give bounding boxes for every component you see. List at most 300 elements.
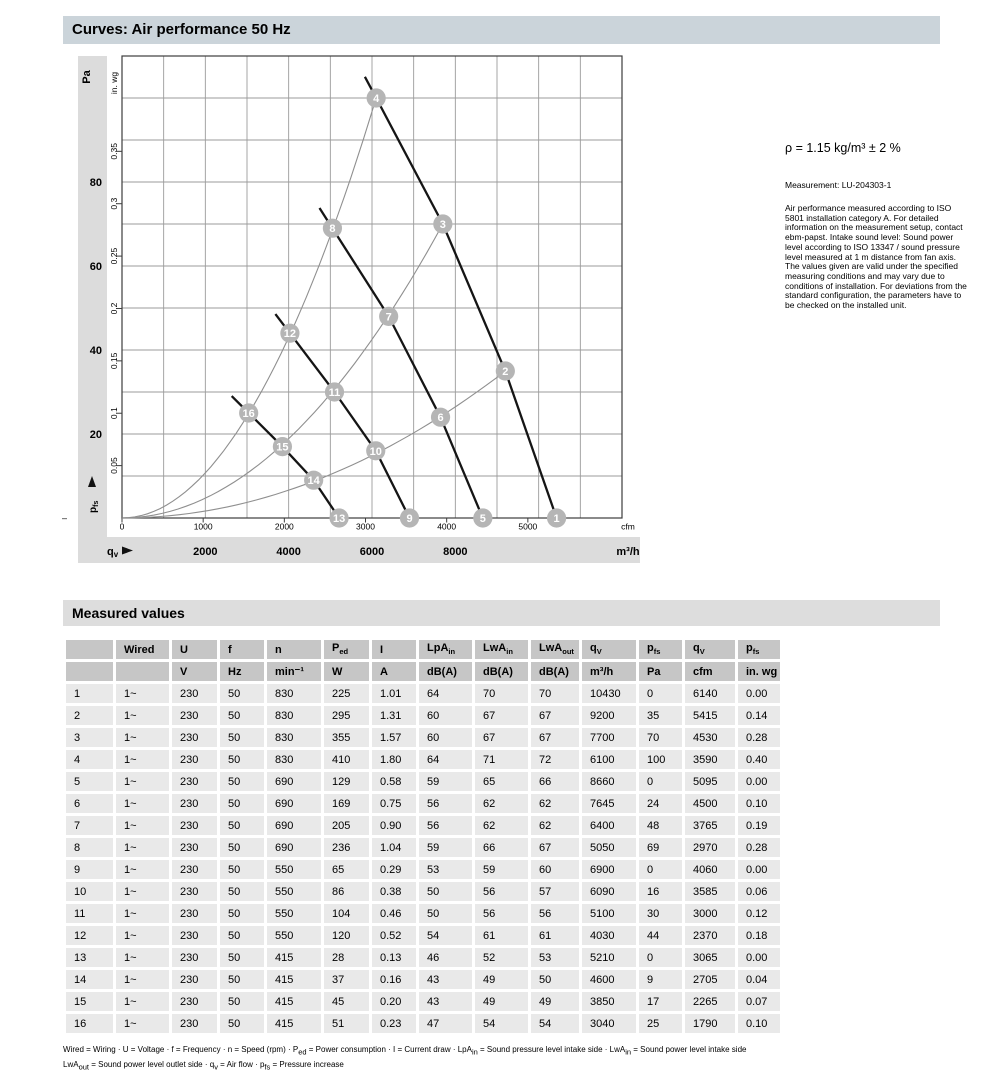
column-header: Wired <box>116 640 169 659</box>
table-cell: 54 <box>419 926 472 945</box>
table-cell: 225 <box>324 684 369 703</box>
column-header: I <box>372 640 416 659</box>
table-row <box>66 838 780 857</box>
table-cell: 67 <box>531 706 579 725</box>
column-unit-header: dB(A) <box>475 662 528 681</box>
x-axis-unit-cfm: cfm <box>621 521 635 532</box>
table-cell: 0.00 <box>738 772 780 791</box>
table-cell: 10 <box>66 882 113 901</box>
point-marker-3 <box>433 214 452 233</box>
svg-text:11: 11 <box>328 387 341 399</box>
table-cell: 50 <box>220 706 264 725</box>
y-tick-pa: 60 <box>89 261 102 273</box>
table-cell: 56 <box>419 816 472 835</box>
table-cell: 50 <box>220 970 264 989</box>
svg-text:14: 14 <box>307 475 320 488</box>
table-cell: 60 <box>419 728 472 747</box>
column-header: n <box>267 640 321 659</box>
table-cell: 7 <box>66 816 113 835</box>
table-cell: 64 <box>419 684 472 703</box>
point-marker-15 <box>273 437 292 456</box>
table-cell: 230 <box>172 816 217 835</box>
table-row <box>66 794 780 813</box>
table-cell: 56 <box>419 794 472 813</box>
table-cell: 4060 <box>685 860 735 879</box>
table-cell: 50 <box>220 794 264 813</box>
column-header: f <box>220 640 264 659</box>
table-cell: 230 <box>172 948 217 967</box>
table-cell: 3065 <box>685 948 735 967</box>
x-tick-cfm: 0 <box>119 521 125 532</box>
table-cell: 49 <box>475 970 528 989</box>
table-cell: 230 <box>172 794 217 813</box>
table-cell: 17 <box>639 992 682 1011</box>
table-cell: 28 <box>324 948 369 967</box>
column-unit-header: Pa <box>639 662 682 681</box>
chart-svg <box>60 50 650 570</box>
svg-text:15: 15 <box>276 441 289 454</box>
table-row <box>66 706 780 725</box>
point-marker-6 <box>431 408 450 427</box>
column-header: LwA$_{in}$ <box>475 640 528 659</box>
table-cell: 46 <box>419 948 472 967</box>
table-cell: 230 <box>172 772 217 791</box>
table-cell: 1~ <box>116 838 169 857</box>
table-cell: 13 <box>66 948 113 967</box>
table-cell: 1~ <box>116 794 169 813</box>
point-marker-4 <box>367 88 386 107</box>
column-header: LwA$_{out}$ <box>531 640 579 659</box>
table-cell: 6 <box>66 794 113 813</box>
table-cell: 6400 <box>582 816 636 835</box>
table-cell: 62 <box>531 816 579 835</box>
table-cell: 0.29 <box>372 860 416 879</box>
table-cell: 1 <box>66 684 113 703</box>
table-cell: 1~ <box>116 728 169 747</box>
table-cell: 2970 <box>685 838 735 857</box>
table-row <box>66 1014 780 1033</box>
column-header: $p_{fs}$ <box>639 640 682 659</box>
table-cell: 230 <box>172 684 217 703</box>
table-cell: 0.00 <box>738 948 780 967</box>
table-cell: 49 <box>531 992 579 1011</box>
x-tick-cfm: 4000 <box>437 521 457 532</box>
table-cell: 50 <box>220 860 264 879</box>
y-tick-pa: 40 <box>89 345 102 357</box>
table-row <box>66 882 780 901</box>
section-header-curves <box>63 16 940 44</box>
table-cell: 230 <box>172 970 217 989</box>
table-cell: 54 <box>531 1014 579 1033</box>
table-cell: 15 <box>66 992 113 1011</box>
table-cell: 1.57 <box>372 728 416 747</box>
column-header: U <box>172 640 217 659</box>
table-cell: 230 <box>172 926 217 945</box>
table-cell: 43 <box>419 992 472 1011</box>
table-cell: 230 <box>172 882 217 901</box>
table-cell: 66 <box>475 838 528 857</box>
table-cell: 50 <box>220 728 264 747</box>
table-cell: 50 <box>220 1014 264 1033</box>
table-cell: 0.28 <box>738 728 780 747</box>
svg-text:5: 5 <box>479 513 486 525</box>
table-cell: 50 <box>220 838 264 857</box>
table-header-row-units <box>66 662 780 681</box>
table-cell: 0.90 <box>372 816 416 835</box>
table-cell: 120 <box>324 926 369 945</box>
table-cell: 1~ <box>116 750 169 769</box>
table-cell: 0.58 <box>372 772 416 791</box>
table-cell: 16 <box>639 882 682 901</box>
column-header: $p_{fs}$ <box>738 640 780 659</box>
y-tick-inwg: 0.15 <box>109 352 119 370</box>
table-cell: 0.75 <box>372 794 416 813</box>
table-cell: 4530 <box>685 728 735 747</box>
table-cell: 56 <box>531 904 579 923</box>
table-cell: 1~ <box>116 706 169 725</box>
table-cell: 0.40 <box>738 750 780 769</box>
table-row <box>66 772 780 791</box>
y-tick-pa: 80 <box>89 177 102 189</box>
table-cell: 62 <box>531 794 579 813</box>
table-cell: 1~ <box>116 926 169 945</box>
table-row <box>66 860 780 879</box>
table-cell: 230 <box>172 728 217 747</box>
table-cell: 0 <box>639 948 682 967</box>
x-tick-m3h: 6000 <box>359 546 385 558</box>
point-marker-12 <box>280 324 299 343</box>
table-cell: 5415 <box>685 706 735 725</box>
x-tick-m3h: 8000 <box>443 546 468 558</box>
table-cell: 50 <box>220 882 264 901</box>
table-cell: 0.28 <box>738 838 780 857</box>
svg-text:2: 2 <box>502 366 509 378</box>
svg-text:8: 8 <box>329 223 336 236</box>
svg-text:16: 16 <box>242 408 255 420</box>
legend-line-2: LwA$_{out}$ = Sound power level outlet side · $q_v$ = Air flow · $p_{fs}$ = Pressure increase <box>63 1059 344 1072</box>
point-marker-11 <box>325 382 344 401</box>
x-tick-cfm: 1000 <box>193 521 213 532</box>
table-cell: 12 <box>66 926 113 945</box>
y-tick-inwg: 0.25 <box>109 247 119 265</box>
table-cell: 3765 <box>685 816 735 835</box>
table-cell: 9 <box>66 860 113 879</box>
svg-text:4: 4 <box>373 93 380 105</box>
table-cell: 86 <box>324 882 369 901</box>
table-cell: 1~ <box>116 904 169 923</box>
table-cell: 45 <box>324 992 369 1011</box>
table-header-row-quantities <box>66 640 780 659</box>
table-cell: 0.14 <box>738 706 780 725</box>
table-cell: 60 <box>419 706 472 725</box>
table-cell: 9200 <box>582 706 636 725</box>
table-cell: 4500 <box>685 794 735 813</box>
table-cell: 3585 <box>685 882 735 901</box>
point-marker-2 <box>496 361 515 380</box>
table-cell: 51 <box>324 1014 369 1033</box>
table-cell: 1~ <box>116 970 169 989</box>
x-axis-unit-m3h: m³/h <box>616 546 640 558</box>
section-header-measured-values <box>63 600 940 626</box>
table-cell: 64 <box>419 750 472 769</box>
column-unit-header: min⁻¹ <box>267 662 321 681</box>
table-cell: 169 <box>324 794 369 813</box>
table-cell: 0.18 <box>738 926 780 945</box>
table-cell: 16 <box>66 1014 113 1033</box>
point-marker-10 <box>366 441 385 460</box>
y-tick-inwg: 0.1 <box>109 407 119 420</box>
table-row <box>66 728 780 747</box>
table-cell: 2265 <box>685 992 735 1011</box>
table-cell: 8660 <box>582 772 636 791</box>
y-axis-unit-pa: Pa <box>81 70 93 84</box>
table-cell: 0 <box>639 860 682 879</box>
table-cell: 0.13 <box>372 948 416 967</box>
table-cell: 1~ <box>116 992 169 1011</box>
measured-values-table <box>63 637 783 1036</box>
table-cell: 65 <box>475 772 528 791</box>
table-cell: 415 <box>267 1014 321 1033</box>
table-cell: 830 <box>267 750 321 769</box>
page-title: Curves: Air performance 50 Hz <box>72 21 291 38</box>
table-cell: 6100 <box>582 750 636 769</box>
column-unit-header: m³/h <box>582 662 636 681</box>
table-cell: 59 <box>419 838 472 857</box>
table-cell: 3850 <box>582 992 636 1011</box>
table-cell: 1~ <box>116 860 169 879</box>
table-cell: 50 <box>419 882 472 901</box>
table-cell: 0.19 <box>738 816 780 835</box>
legend-footer <box>63 1044 955 1073</box>
svg-text:13: 13 <box>332 513 346 525</box>
table-cell: 30 <box>639 904 682 923</box>
table-cell: 0.12 <box>738 904 780 923</box>
table-cell: 0.07 <box>738 992 780 1011</box>
table-cell: 50 <box>220 750 264 769</box>
table-cell: 690 <box>267 794 321 813</box>
y-axis-arrow-label-pfs: $p_{fs}$ <box>88 500 100 513</box>
table-cell: 100 <box>639 750 682 769</box>
point-marker-8 <box>323 219 342 238</box>
measurement-reference: Measurement: LU-204303-1 <box>785 180 892 190</box>
table-row <box>66 816 780 835</box>
table-cell: 4030 <box>582 926 636 945</box>
table-cell: 66 <box>531 772 579 791</box>
point-marker-7 <box>379 307 398 326</box>
table-cell: 67 <box>475 706 528 725</box>
y-tick-inwg: 0.05 <box>109 457 119 474</box>
column-unit-header: W <box>324 662 369 681</box>
table-cell: 0.00 <box>738 684 780 703</box>
table-cell: 550 <box>267 904 321 923</box>
table-row <box>66 904 780 923</box>
table-cell: 50 <box>220 816 264 835</box>
table-cell: 1~ <box>116 882 169 901</box>
table-cell: 230 <box>172 750 217 769</box>
table-cell: 56 <box>475 882 528 901</box>
measurement-notes-panel <box>785 141 967 311</box>
point-marker-13 <box>329 508 348 527</box>
svg-text:3: 3 <box>439 219 446 231</box>
table-cell: 62 <box>475 816 528 835</box>
table-cell: 1~ <box>116 948 169 967</box>
table-cell: 1~ <box>116 1014 169 1033</box>
table-cell: 5100 <box>582 904 636 923</box>
table-cell: 50 <box>531 970 579 989</box>
y-axis-unit-inwg: in. wg <box>109 71 119 95</box>
x-tick-cfm: 3000 <box>356 521 375 532</box>
table-cell: 1~ <box>116 772 169 791</box>
table-cell: 230 <box>172 904 217 923</box>
column-unit-header: V <box>172 662 217 681</box>
table-cell: 550 <box>267 926 321 945</box>
table-cell: 4600 <box>582 970 636 989</box>
table-cell: 37 <box>324 970 369 989</box>
table-cell: 0.10 <box>738 1014 780 1033</box>
table-cell: 415 <box>267 992 321 1011</box>
table-cell: 0.10 <box>738 794 780 813</box>
table-cell: 230 <box>172 706 217 725</box>
zero-dash: – <box>62 513 68 523</box>
table-cell: 5 <box>66 772 113 791</box>
table-cell: 72 <box>531 750 579 769</box>
table-cell: 5050 <box>582 838 636 857</box>
table-cell: 230 <box>172 838 217 857</box>
table-cell: 830 <box>267 728 321 747</box>
table-cell: 1.01 <box>372 684 416 703</box>
table-cell: 2370 <box>685 926 735 945</box>
table-cell: 0 <box>639 684 682 703</box>
table-cell: 35 <box>639 706 682 725</box>
column-unit-header: Hz <box>220 662 264 681</box>
table-cell: 690 <box>267 838 321 857</box>
table-cell: 6090 <box>582 882 636 901</box>
table-cell: 2 <box>66 706 113 725</box>
table-cell: 415 <box>267 970 321 989</box>
column-header: $P_{ed}$ <box>324 640 369 659</box>
measured-values-title: Measured values <box>72 605 185 621</box>
point-marker-14 <box>304 471 323 490</box>
column-unit-header: in. wg <box>738 662 780 681</box>
table-cell: 70 <box>639 728 682 747</box>
table-cell: 7700 <box>582 728 636 747</box>
column-unit-header <box>66 662 113 681</box>
table-cell: 690 <box>267 816 321 835</box>
table-cell: 49 <box>475 992 528 1011</box>
table-cell: 67 <box>531 728 579 747</box>
table-cell: 70 <box>531 684 579 703</box>
point-marker-1 <box>547 508 566 527</box>
table-row <box>66 926 780 945</box>
table-cell: 0.46 <box>372 904 416 923</box>
table-cell: 236 <box>324 838 369 857</box>
y-tick-inwg: 0.3 <box>109 197 119 210</box>
x-tick-cfm: 2000 <box>274 521 294 532</box>
column-unit-header: A <box>372 662 416 681</box>
table-cell: 0.06 <box>738 882 780 901</box>
x-tick-cfm: 5000 <box>518 521 538 532</box>
table-cell: 50 <box>220 772 264 791</box>
x-axis-arrow-label-qv: qv <box>107 546 119 559</box>
table-cell: 4 <box>66 750 113 769</box>
table-cell: 355 <box>324 728 369 747</box>
table-cell: 50 <box>220 992 264 1011</box>
table-cell: 50 <box>220 684 264 703</box>
table-cell: 61 <box>475 926 528 945</box>
table-cell: 129 <box>324 772 369 791</box>
point-marker-9 <box>400 508 419 527</box>
table-cell: 415 <box>267 948 321 967</box>
table-cell: 830 <box>267 684 321 703</box>
table-cell: 1.80 <box>372 750 416 769</box>
table-cell: 53 <box>419 860 472 879</box>
point-marker-5 <box>473 508 492 527</box>
table-cell: 62 <box>475 794 528 813</box>
table-cell: 6900 <box>582 860 636 879</box>
column-unit-header: dB(A) <box>419 662 472 681</box>
table-cell: 5210 <box>582 948 636 967</box>
table-cell: 7645 <box>582 794 636 813</box>
table-cell: 70 <box>475 684 528 703</box>
table-cell: 48 <box>639 816 682 835</box>
table-cell: 50 <box>220 904 264 923</box>
table-cell: 47 <box>419 1014 472 1033</box>
table-cell: 60 <box>531 860 579 879</box>
table-cell: 230 <box>172 860 217 879</box>
table-cell: 3 <box>66 728 113 747</box>
table-cell: 57 <box>531 882 579 901</box>
table-cell: 0.16 <box>372 970 416 989</box>
table-cell: 50 <box>220 926 264 945</box>
column-header: $q_V$ <box>685 640 735 659</box>
table-cell: 11 <box>66 904 113 923</box>
table-cell: 410 <box>324 750 369 769</box>
svg-text:1: 1 <box>553 513 560 525</box>
table-cell: 3000 <box>685 904 735 923</box>
point-marker-16 <box>239 403 258 422</box>
table-cell: 52 <box>475 948 528 967</box>
table-cell: 550 <box>267 882 321 901</box>
table-cell: 25 <box>639 1014 682 1033</box>
table-cell: 295 <box>324 706 369 725</box>
table-cell: 2705 <box>685 970 735 989</box>
table-cell: 56 <box>475 904 528 923</box>
table-cell: 54 <box>475 1014 528 1033</box>
table-cell: 5095 <box>685 772 735 791</box>
table-cell: 1.04 <box>372 838 416 857</box>
svg-text:12: 12 <box>283 328 297 341</box>
table-row <box>66 750 780 769</box>
table-cell: 43 <box>419 970 472 989</box>
svg-text:10: 10 <box>369 445 382 458</box>
table-cell: 104 <box>324 904 369 923</box>
table-cell: 8 <box>66 838 113 857</box>
column-unit-header <box>116 662 169 681</box>
table-cell: 0.52 <box>372 926 416 945</box>
table-cell: 59 <box>475 860 528 879</box>
y-tick-pa: 20 <box>89 429 102 441</box>
column-header: LpA$_{in}$ <box>419 640 472 659</box>
table-cell: 53 <box>531 948 579 967</box>
table-cell: 9 <box>639 970 682 989</box>
table-cell: 0.23 <box>372 1014 416 1033</box>
table-cell: 230 <box>172 1014 217 1033</box>
table-cell: 230 <box>172 992 217 1011</box>
y-tick-inwg: 0.35 <box>109 143 119 160</box>
column-header: $q_V$ <box>582 640 636 659</box>
table-cell: 1.31 <box>372 706 416 725</box>
density-note: ρ = 1.15 kg/m³ ± 2 % <box>785 141 901 155</box>
